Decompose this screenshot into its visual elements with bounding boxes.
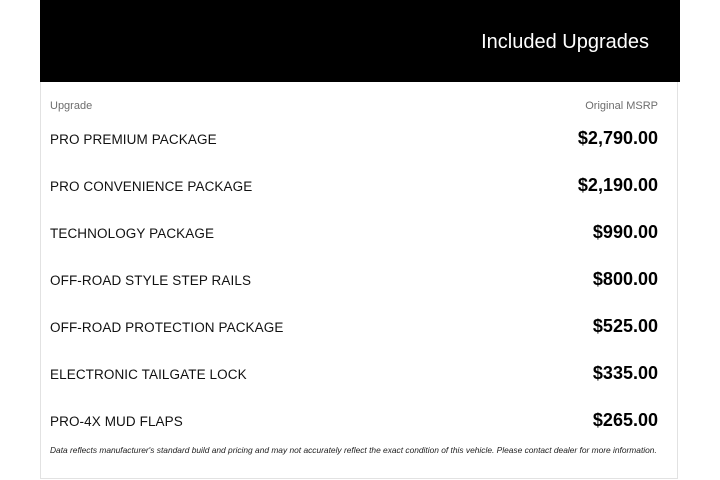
upgrade-name: ELECTRONIC TAILGATE LOCK [50, 367, 247, 382]
upgrade-row [50, 163, 658, 210]
column-header-upgrade: Upgrade [50, 100, 93, 112]
upgrade-name: PRO PREMIUM PACKAGE [50, 132, 217, 147]
upgrade-price: $335.00 [592, 363, 658, 383]
upgrade-name: PRO CONVENIENCE PACKAGE [50, 179, 253, 194]
upgrade-price: $2,790.00 [577, 128, 658, 148]
disclaimer-footnote: Data reflects manufacturer's standard build and pricing and may not accurately reflect the exact condition of this vehicle. Please contact dealer for more information. [50, 445, 657, 455]
column-header-msrp: Original MSRP [585, 100, 658, 112]
upgrade-row [50, 210, 658, 257]
upgrade-name: OFF-ROAD STYLE STEP RAILS [50, 273, 252, 288]
upgrade-price: $990.00 [592, 222, 658, 242]
upgrade-price: $525.00 [592, 316, 658, 336]
upgrade-row [50, 304, 658, 351]
upgrades-card [40, 0, 678, 479]
column-headers [50, 100, 658, 114]
upgrade-price: $265.00 [592, 410, 658, 430]
upgrade-list [50, 116, 658, 445]
upgrades-header [40, 0, 680, 82]
upgrade-row [50, 398, 658, 445]
upgrade-name: TECHNOLOGY PACKAGE [50, 226, 215, 241]
upgrade-row [50, 351, 658, 398]
upgrade-price: $2,190.00 [577, 175, 658, 195]
upgrade-price: $800.00 [592, 269, 658, 289]
upgrade-name: PRO-4X MUD FLAPS [50, 414, 183, 429]
upgrade-name: OFF-ROAD PROTECTION PACKAGE [50, 320, 284, 335]
upgrade-row [50, 257, 658, 304]
header-title: Included Upgrades [481, 31, 649, 53]
upgrade-row [50, 116, 658, 163]
